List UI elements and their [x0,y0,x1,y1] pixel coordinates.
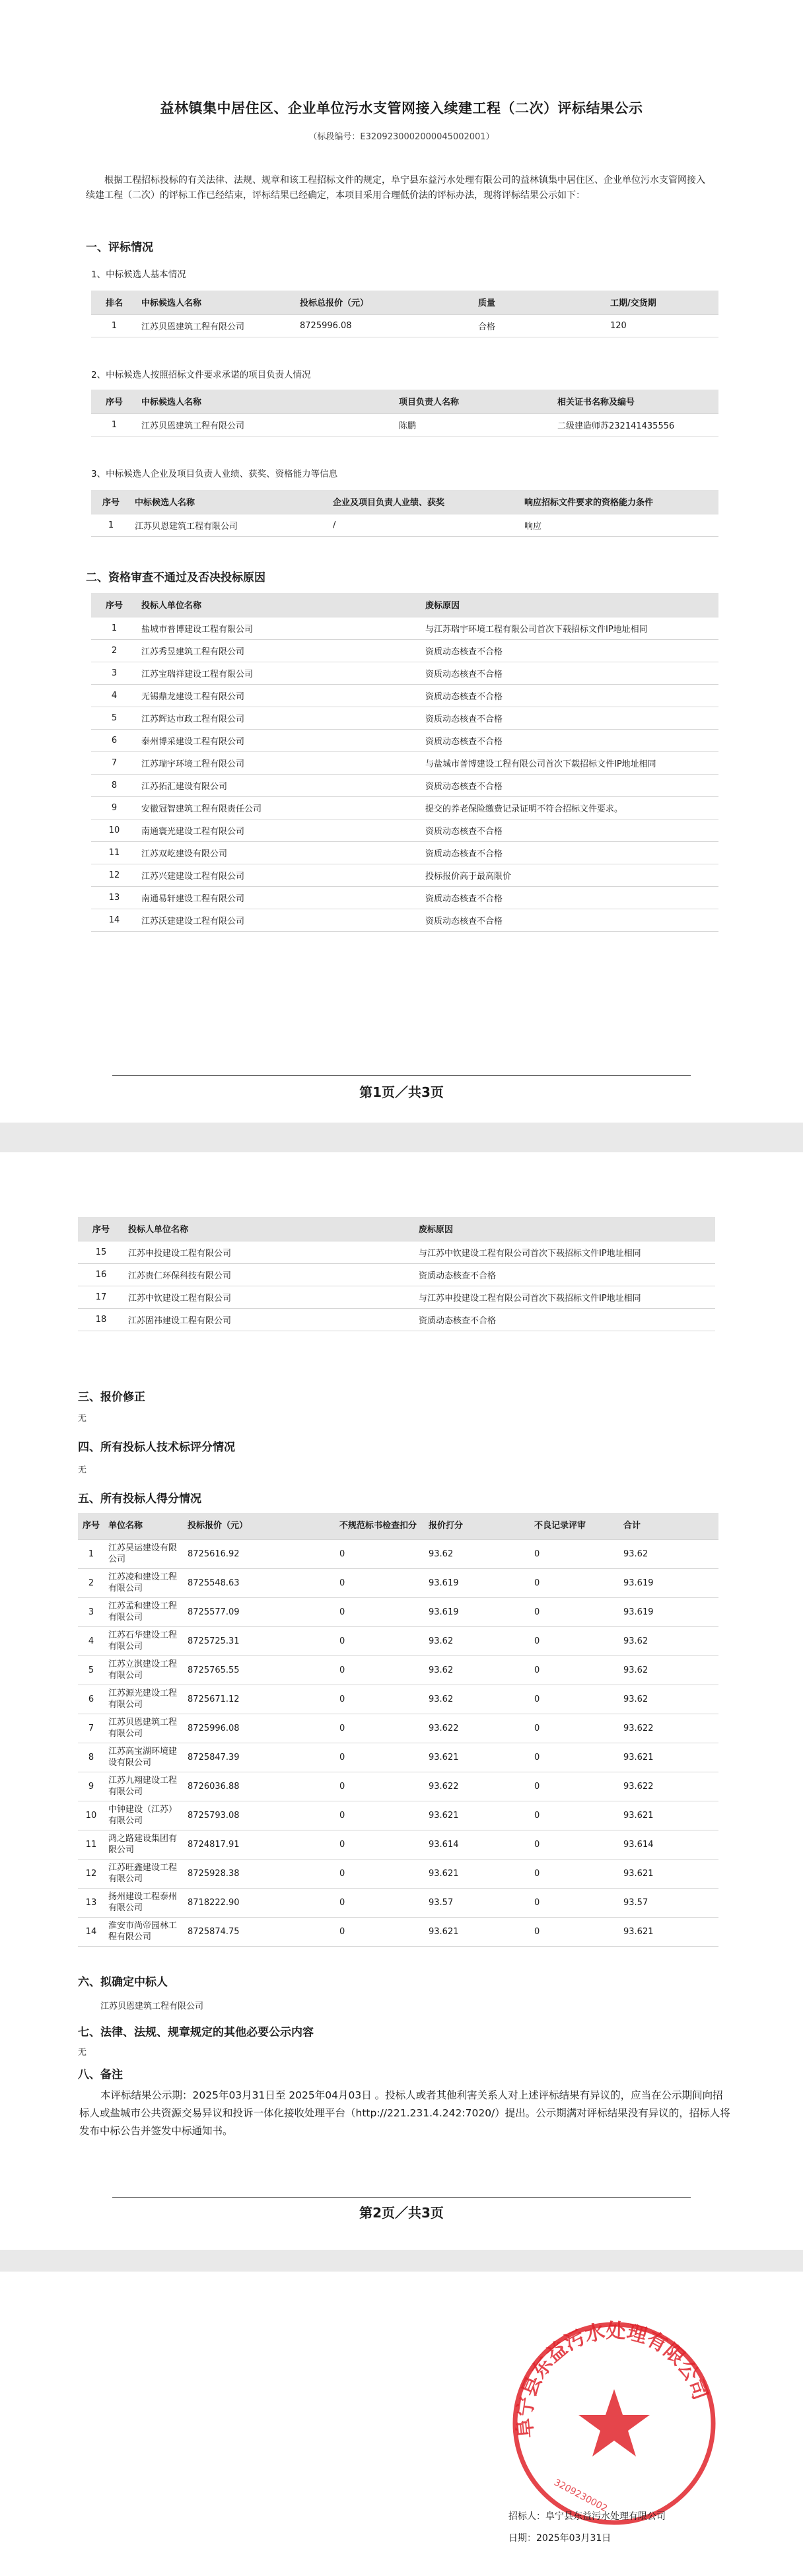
table-cell: 93.622 [425,1772,530,1801]
table-cell: 与江苏申投建设工程有限公司首次下载招标文件IP地址相同 [415,1286,715,1308]
table-row [91,796,718,819]
table-cell: 8725671.12 [184,1685,335,1714]
table-cell: 资质动态核查不合格 [421,729,718,751]
table-cell: 江苏双屹建设有限公司 [137,841,421,864]
table-cell: 0 [530,1597,619,1626]
table-header-row [91,291,718,314]
table-cell: 投标报价高于最高限价 [421,864,718,886]
table-cell: 资质动态核查不合格 [421,639,718,662]
table-cell: 1 [91,314,137,337]
table-cell: 0 [335,1743,425,1772]
column-header: 序号 [91,490,131,514]
table-cell: 1 [91,514,131,536]
table-cell: / [329,514,520,536]
table-cell: 93.621 [619,1743,718,1772]
table-cell: 0 [530,1714,619,1743]
section1-title: 一、评标情况 [86,241,153,254]
page-2 [0,1152,803,2250]
table-cell: 0 [335,1626,425,1655]
table-cell: 9 [78,1772,104,1801]
table-cell: 淮安市尚帝园林工程有限公司 [104,1917,184,1946]
table-cell: 93.57 [619,1888,718,1917]
page-3 [0,2272,803,2576]
table-cell: 0 [530,1917,619,1946]
table-cell: 江苏石华建设工程有限公司 [104,1626,184,1655]
column-header: 中标候选人名称 [137,291,296,314]
section6-content: 江苏贝恩建筑工程有限公司 [100,2002,204,2011]
table-cell: 0 [530,1626,619,1655]
page-number: 第2页／共3页 [359,2205,444,2221]
rejection-table [91,593,718,932]
table-cell: 7 [91,751,137,774]
table-cell: 12 [91,864,137,886]
table-cell: 5 [91,707,137,729]
table-cell: 93.62 [425,1655,530,1685]
table-row [78,1714,718,1743]
table-cell: 93.62 [425,1685,530,1714]
section1-sub3: 3、中标候选人企业及项目负责人业绩、获奖、资格能力等信息 [91,469,338,479]
column-header: 序号 [91,390,137,413]
table-cell: 资质动态核查不合格 [421,707,718,729]
table-row [78,1801,718,1830]
table-cell: 93.62 [619,1685,718,1714]
table-cell: 江苏贝恩建筑工程有限公司 [137,314,296,337]
table-cell: 8725847.39 [184,1743,335,1772]
table-cell: 扬州建设工程泰州有限公司 [104,1888,184,1917]
column-header: 合计 [619,1513,718,1539]
table-cell: 与盐城市普博建设工程有限公司首次下载招标文件IP地址相同 [421,751,718,774]
table-header-row [78,1217,715,1241]
table-cell: 资质动态核查不合格 [421,774,718,796]
page-1 [0,0,803,1123]
table-cell: 0 [530,1685,619,1714]
column-header: 废标原因 [421,593,718,617]
table-cell: 江苏中钦建设工程有限公司 [124,1286,415,1308]
section6-title: 六、拟确定中标人 [78,1976,168,1989]
table-cell: 14 [78,1917,104,1946]
table-cell: 0 [335,1772,425,1801]
table-cell: 8725996.08 [184,1714,335,1743]
table-cell: 资质动态核查不合格 [421,684,718,707]
table-cell: 1 [91,617,137,639]
column-header: 工期/交货期 [606,291,718,314]
table-row [91,864,718,886]
table-cell: 无锡鼎龙建设工程有限公司 [137,684,421,707]
column-header: 单位名称 [104,1513,184,1539]
table-cell: 资质动态核查不合格 [421,819,718,841]
table-cell: 江苏昊运建设有限公司 [104,1539,184,1568]
table-cell: 0 [335,1859,425,1888]
table-cell: 8725725.31 [184,1626,335,1655]
table-cell: 93.622 [425,1714,530,1743]
table-cell: 93.619 [425,1597,530,1626]
table-cell: 93.619 [619,1597,718,1626]
table-cell: 10 [91,819,137,841]
table-cell: 8 [78,1743,104,1772]
table-row [78,1830,718,1859]
rejection-table-continued [78,1217,715,1331]
section7-title: 七、法律、法规、规章规定的其他必要公示内容 [78,2026,314,2039]
column-header: 废标原因 [415,1217,715,1241]
table-cell: 0 [335,1539,425,1568]
table-cell: 8725793.08 [184,1801,335,1830]
table-cell: 93.62 [619,1539,718,1568]
table-row [91,751,718,774]
table-row [91,514,718,536]
table-cell: 0 [335,1655,425,1685]
section4-content: 无 [78,1465,87,1475]
section2-title: 二、资格审查不通过及否决投标原因 [86,571,265,584]
section4-title: 四、所有投标人技术标评分情况 [78,1441,235,1454]
table-cell: 江苏凌和建设工程有限公司 [104,1568,184,1597]
table-cell: 8726036.88 [184,1772,335,1801]
table-cell: 江苏固祎建设工程有限公司 [124,1308,415,1331]
table-cell: 与江苏中钦建设工程有限公司首次下载招标文件IP地址相同 [415,1241,715,1263]
table-row [91,886,718,909]
table-cell: 0 [530,1830,619,1859]
table-cell: 南通寰光建设工程有限公司 [137,819,421,841]
table-cell: 0 [335,1685,425,1714]
table-cell: 资质动态核查不合格 [421,662,718,684]
table-cell: 0 [335,1597,425,1626]
table-row [78,1568,718,1597]
table-row [91,639,718,662]
table-cell: 0 [530,1743,619,1772]
table-cell: 8 [91,774,137,796]
table-row [91,413,718,436]
table-cell: 8724817.91 [184,1830,335,1859]
table-cell: 1 [91,413,137,436]
table-cell: 提交的养老保险缴费记录证明不符合招标文件要求。 [421,796,718,819]
table-cell: 0 [530,1772,619,1801]
table-cell: 12 [78,1859,104,1888]
table-row [78,1597,718,1626]
table-cell: 13 [91,886,137,909]
table-cell: 资质动态核查不合格 [421,841,718,864]
table-cell: 14 [91,909,137,931]
table-cell: 安徽冠智建筑工程有限责任公司 [137,796,421,819]
section8-title: 八、备注 [78,2068,123,2081]
table-row [78,1286,715,1308]
column-header: 中标候选人名称 [137,390,395,413]
page-number: 第1页／共3页 [359,1084,444,1100]
table-cell: 3 [91,662,137,684]
table-cell: 陈鹏 [395,413,553,436]
table-cell: 8725548.63 [184,1568,335,1597]
table-cell: 8725577.09 [184,1597,335,1626]
table-cell: 江苏沃建建设工程有限公司 [137,909,421,931]
table-header-row [91,390,718,413]
table-cell: 1 [78,1539,104,1568]
table-cell: 8725874.75 [184,1917,335,1946]
project-manager-table [91,390,718,436]
table-cell: 资质动态核查不合格 [415,1263,715,1286]
table-cell: 江苏高宝湖环境建设有限公司 [104,1743,184,1772]
section5-title: 五、所有投标人得分情况 [78,1492,201,1506]
table-cell: 9 [91,796,137,819]
table-cell: 资质动态核查不合格 [421,909,718,931]
table-cell: 与江苏瑞宇环境工程有限公司首次下载招标文件IP地址相同 [421,617,718,639]
table-cell: 鸿之路建设集团有限公司 [104,1830,184,1859]
table-cell: 8718222.90 [184,1888,335,1917]
column-header: 序号 [91,593,137,617]
table-cell: 93.619 [425,1568,530,1597]
column-header: 相关证书名称及编号 [553,390,718,413]
table-cell: 93.622 [619,1772,718,1801]
table-cell: 13 [78,1888,104,1917]
table-cell: 0 [335,1888,425,1917]
seal-text: 阜宁县东益污水处理有限公司 [513,2319,712,2439]
table-cell: 江苏贝恩建筑工程有限公司 [131,514,329,536]
table-cell: 8725765.55 [184,1655,335,1685]
footer-rule [112,2197,691,2198]
page-title: 益林镇集中居住区、企业单位污水支管网接入续建工程（二次）评标结果公示 [160,100,643,116]
table-cell: 15 [78,1241,124,1263]
table-row [91,841,718,864]
table-cell: 93.621 [425,1801,530,1830]
table-cell: 2 [91,639,137,662]
table-cell: 盐城市普博建设工程有限公司 [137,617,421,639]
column-header: 响应招标文件要求的资格能力条件 [520,490,718,514]
table-cell: 7 [78,1714,104,1743]
table-row [91,684,718,707]
table-cell: 江苏拓汇建设有限公司 [137,774,421,796]
table-row [78,1772,718,1801]
table-cell: 5 [78,1655,104,1685]
table-row [91,819,718,841]
column-header: 序号 [78,1513,104,1539]
table-cell: 4 [78,1626,104,1655]
table-header-row [91,593,718,617]
tenderer-signature: 招标人：阜宁县东益污水处理有限公司 [508,2511,666,2522]
table-cell: 93.62 [425,1539,530,1568]
table-cell: 合格 [474,314,606,337]
table-cell: 江苏九翔建设工程有限公司 [104,1772,184,1801]
score-table [78,1513,718,1947]
company-seal-icon [502,2311,726,2536]
table-cell: 资质动态核查不合格 [421,886,718,909]
seal-code: 3209230002 [552,2477,610,2515]
table-cell: 0 [335,1714,425,1743]
table-cell: 0 [530,1859,619,1888]
table-cell: 93.621 [619,1801,718,1830]
table-row [78,1241,715,1263]
table-cell: 18 [78,1308,124,1331]
table-cell: 0 [335,1830,425,1859]
table-cell: 93.621 [425,1743,530,1772]
table-cell: 93.62 [619,1655,718,1685]
table-cell: 0 [530,1801,619,1830]
table-cell: 江苏立淇建设工程有限公司 [104,1655,184,1685]
section7-content: 无 [78,2048,87,2058]
table-cell: 泰州博采建设工程有限公司 [137,729,421,751]
table-row [78,1743,718,1772]
section-code: （标段编号：E3209230002000045002001） [308,132,495,142]
table-row [78,1888,718,1917]
section1-sub1: 1、中标候选人基本情况 [91,269,186,280]
table-row [91,617,718,639]
table-cell: 中钟建设（江苏）有限公司 [104,1801,184,1830]
performance-table [91,490,718,537]
table-cell: 120 [606,314,718,337]
column-header: 投标人单位名称 [124,1217,415,1241]
table-cell: 0 [530,1655,619,1685]
table-cell: 8725616.92 [184,1539,335,1568]
table-cell: 93.62 [425,1626,530,1655]
table-cell: 0 [530,1568,619,1597]
column-header: 不良记录评审 [530,1513,619,1539]
table-row [91,314,718,337]
column-header: 报价打分 [425,1513,530,1539]
column-header: 投标总报价（元） [296,291,474,314]
table-row [91,707,718,729]
table-cell: 江苏贝恩建筑工程有限公司 [137,413,395,436]
table-cell: 17 [78,1286,124,1308]
table-cell: 0 [530,1888,619,1917]
table-row [78,1308,715,1331]
column-header: 投标人单位名称 [137,593,421,617]
column-header: 投标报价（元） [184,1513,335,1539]
table-cell: 江苏秀昱建筑工程有限公司 [137,639,421,662]
column-header: 项目负责人名称 [395,390,553,413]
table-row [78,1626,718,1655]
table-cell: 93.614 [619,1830,718,1859]
table-cell: 江苏源光建设工程有限公司 [104,1685,184,1714]
table-header-row [78,1513,718,1539]
table-cell: 93.57 [425,1888,530,1917]
table-cell: 江苏兴建建设工程有限公司 [137,864,421,886]
table-cell: 93.621 [619,1859,718,1888]
section3-content: 无 [78,1414,87,1424]
table-cell: 11 [91,841,137,864]
table-cell: 南通易轩建设工程有限公司 [137,886,421,909]
table-row [78,1263,715,1286]
table-cell: 资质动态核查不合格 [415,1308,715,1331]
column-header: 不规范标书检查扣分 [335,1513,425,1539]
table-cell: 6 [78,1685,104,1714]
table-cell: 江苏旺鑫建设工程有限公司 [104,1859,184,1888]
table-cell: 0 [335,1568,425,1597]
table-row [78,1859,718,1888]
section1-sub2: 2、中标候选人按照招标文件要求承诺的项目负责人情况 [91,370,311,380]
column-header: 企业及项目负责人业绩、获奖 [329,490,520,514]
table-cell: 江苏贵仁环保科技有限公司 [124,1263,415,1286]
table-cell: 0 [335,1917,425,1946]
table-header-row [91,490,718,514]
table-cell: 2 [78,1568,104,1597]
column-header: 排名 [91,291,137,314]
table-cell: 10 [78,1801,104,1830]
column-header: 质量 [474,291,606,314]
table-cell: 江苏孟和建设工程有限公司 [104,1597,184,1626]
table-cell: 16 [78,1263,124,1286]
table-row [78,1685,718,1714]
table-cell: 93.62 [619,1626,718,1655]
remarks-paragraph: 本评标结果公示期：2025年03月31日至 2025年04月03日 。投标人或者其他利害关系人对上述评标结果有异议的，应当在公示期间向招标人或盐城市公共资源交易异议和投诉一体化接收处理平台（http://221.231.4.242:7020/）提出。公示期满对评标结果没有异议的，招标人将发布中标公告并签发中标通知书。 [79,2089,730,2137]
table-row [78,1539,718,1568]
table-cell: 93.614 [425,1830,530,1859]
table-row [91,909,718,931]
footer-rule [112,1075,691,1076]
intro-paragraph: 根据工程招标投标的有关法律、法规、规章和该工程招标文件的规定，阜宁县东益污水处理有限公司的益林镇集中居住区、企业单位污水支管网接入续建工程（二次）的评标工作已经结束，评标结果已经确定，本项目采用合理低价法的评标办法，现将评标结果公示如下： [86,175,705,201]
table-cell: 二级建造师苏232141435556 [553,413,718,436]
table-cell: 江苏贝恩建筑工程有限公司 [104,1714,184,1743]
column-header: 中标候选人名称 [131,490,329,514]
table-row [91,662,718,684]
table-cell: 93.621 [619,1917,718,1946]
table-cell: 11 [78,1830,104,1859]
table-cell: 93.622 [619,1714,718,1743]
column-header: 序号 [78,1217,124,1241]
table-cell: 8725928.38 [184,1859,335,1888]
table-cell: 江苏辉达市政工程有限公司 [137,707,421,729]
table-cell: 响应 [520,514,718,536]
table-cell: 4 [91,684,137,707]
table-row [91,729,718,751]
table-cell: 6 [91,729,137,751]
table-cell: 0 [530,1539,619,1568]
section3-title: 三、报价修正 [78,1391,145,1404]
table-cell: 0 [335,1801,425,1830]
table-row [78,1917,718,1946]
table-cell: 93.619 [619,1568,718,1597]
candidate-basic-table [91,291,718,337]
table-cell: 3 [78,1597,104,1626]
table-cell: 江苏宝瑞祥建设工程有限公司 [137,662,421,684]
table-cell: 93.621 [425,1917,530,1946]
signature-date: 日期：2025年03月31日 [508,2533,611,2544]
table-row [78,1655,718,1685]
table-cell: 江苏瑞宇环境工程有限公司 [137,751,421,774]
table-cell: 江苏申投建设工程有限公司 [124,1241,415,1263]
table-row [91,774,718,796]
table-cell: 93.621 [425,1859,530,1888]
table-cell: 8725996.08 [296,314,474,337]
